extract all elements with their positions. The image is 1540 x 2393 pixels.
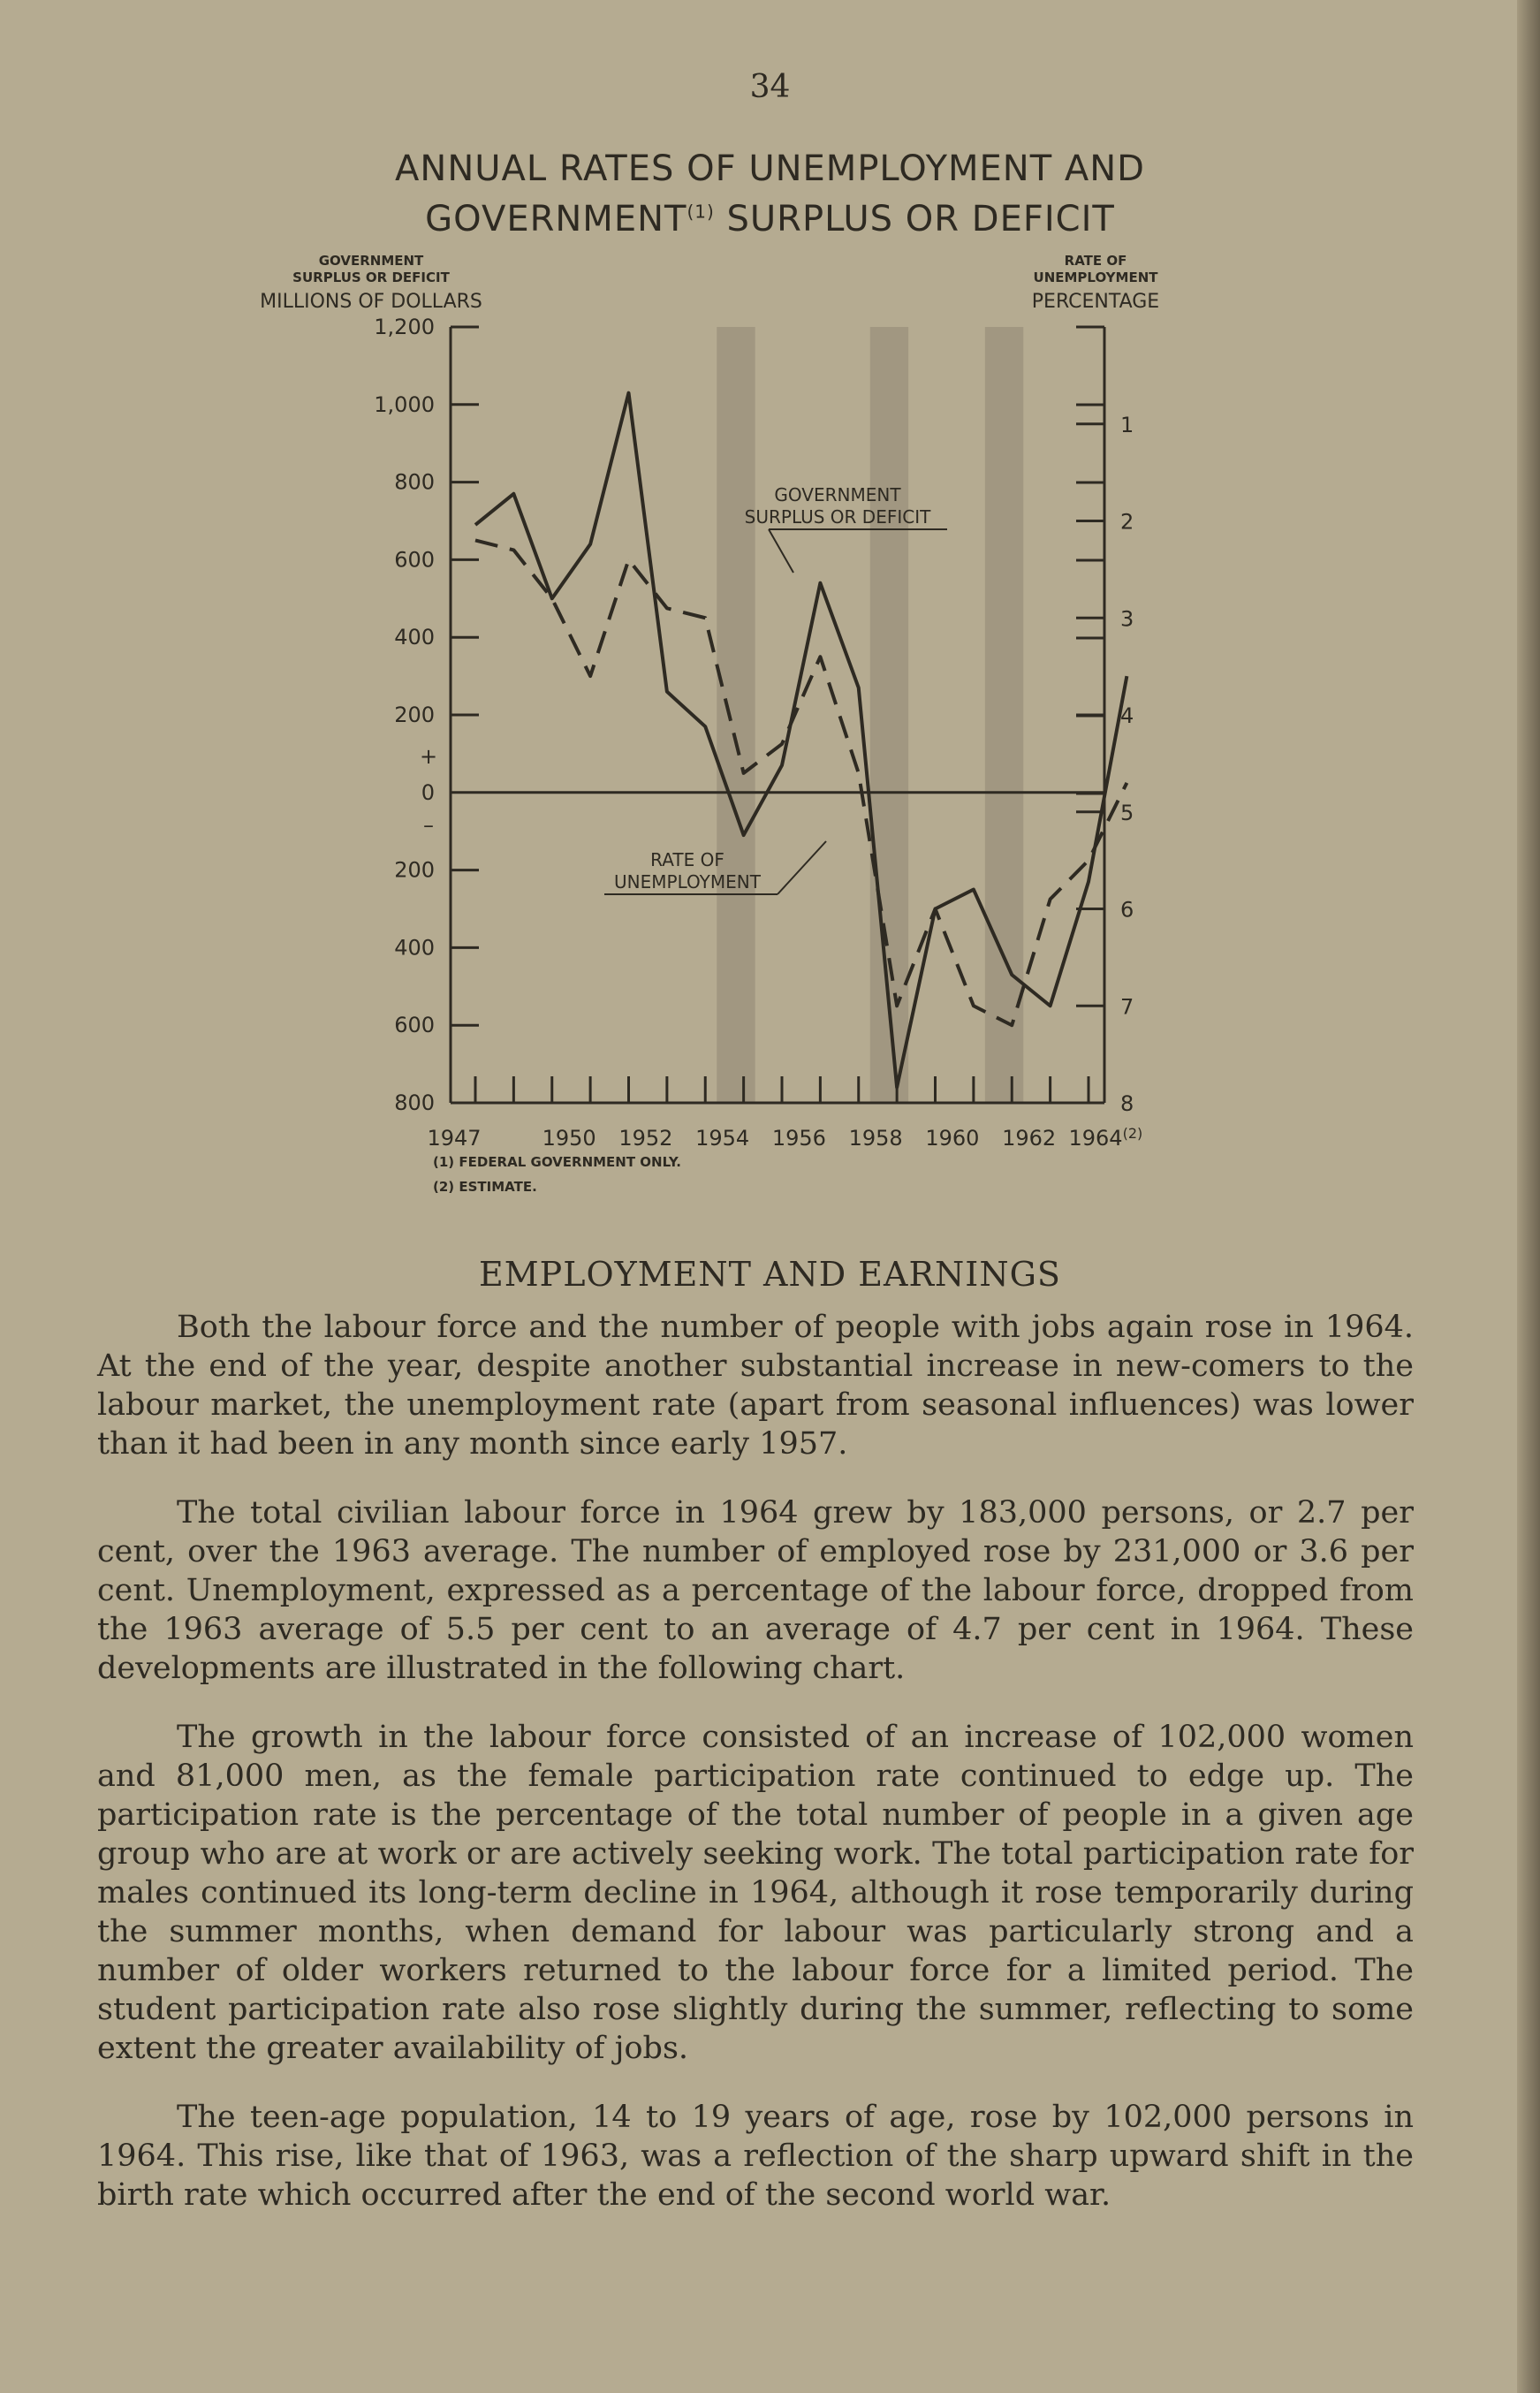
left-tick-label: 800 (394, 1090, 435, 1115)
x-tick-label: 1960 (925, 1126, 980, 1151)
left-tick-label: 400 (394, 625, 435, 650)
right-axis-units: PERCENTAGE (1031, 291, 1160, 313)
section-heading: EMPLOYMENT AND EARNINGS (479, 1255, 1061, 1294)
x-tick-label: 1964$^{(2)}$ (1068, 1125, 1143, 1151)
recession-band-3 (985, 327, 1023, 1103)
left-tick-label: 800 (394, 469, 435, 495)
paragraph-1: Both the labour force and the number of people with jobs again rose in 1964. At the end of the year, despite another substantial increase in new-comers to the labour market, the unemployment rate (apart from seasonal influences) was lower than it had been in any month since early 1957. (97, 1310, 1414, 1462)
footnote-1: (1) FEDERAL GOVERNMENT ONLY. (433, 1154, 681, 1170)
paragraph-4: The teen-age population, 14 to 19 years of age, rose by 102,000 persons in 1964. This rise, like that of 1963, was a reflection of the sharp upward shift in the birth rate which occurred after the end of the second world war. (97, 2100, 1414, 2213)
left-tick-label: 1,000 (374, 391, 435, 417)
right-axis-label-line-1: RATE OF (1064, 253, 1127, 269)
chart-title-prefix: GOVERNMENT (425, 199, 687, 239)
left-axis-label-line-1: GOVERNMENT (318, 253, 424, 269)
right-tick-label: 1 (1120, 412, 1134, 437)
annotation-government-line-1: GOVERNMENT (774, 484, 901, 505)
x-tick-label: 1962 (1002, 1126, 1057, 1151)
annotation-unemployment-line-1: RATE OF (650, 849, 724, 870)
right-tick-label: 3 (1120, 606, 1134, 632)
left-axis-label-line-2: SURPLUS OR DEFICIT (292, 270, 450, 285)
chart-title-line-1: ANNUAL RATES OF UNEMPLOYMENT AND (395, 148, 1145, 189)
x-tick-label: 1954 (695, 1126, 750, 1151)
right-tick-label: 6 (1120, 897, 1134, 923)
left-tick-label: 600 (394, 547, 435, 573)
recession-band-1 (717, 327, 755, 1103)
right-tick-label: 7 (1120, 994, 1134, 1020)
left-tick-label: 600 (394, 1013, 435, 1038)
right-tick-label: 5 (1120, 800, 1134, 825)
recession-bands (717, 327, 1023, 1103)
recession-band-2 (870, 327, 908, 1103)
left-tick-label: 1,200 (374, 315, 435, 339)
chart-title-suffix: SURPLUS OR DEFICIT (714, 199, 1115, 239)
chart-title-footnote-marker: (1) (687, 201, 715, 223)
right-tick-label: 8 (1120, 1091, 1134, 1116)
left-axis-units: MILLIONS OF DOLLARS (260, 291, 482, 313)
body-text (97, 1308, 1414, 2245)
annotation-unemployment-leader (778, 841, 826, 894)
x-tick-label: 1956 (771, 1126, 826, 1151)
unemployment-rate-line (475, 540, 1127, 1025)
annotation-government-leader (769, 529, 793, 573)
x-axis-ticks (427, 1076, 1142, 1151)
x-tick-label: 1947 (427, 1126, 482, 1151)
paragraph-3: The growth in the labour force consisted of an increase of 102,000 women and 81,000 men, as the female participation rate continued to edge up. The participation rate is the percentage of the total number of people in a given age group who are at work or are actively seeking work. The total participation rate for males continued its long-term decline in 1964, although it rose temporarily during the summer months, when demand for labour was particularly strong and a number of older workers returned to the labour force for a limited period. The student participation rate also rose slightly during the summer, reflecting to some extent the greater availability of jobs. (97, 1720, 1414, 2066)
right-tick-label: 2 (1120, 509, 1134, 535)
left-tick-label: 200 (394, 703, 435, 727)
right-axis-label-line-2: UNEMPLOYMENT (1033, 270, 1158, 285)
x-tick-footnote-marker: (2) (1122, 1125, 1143, 1142)
left-tick-label: 200 (394, 857, 435, 883)
x-tick-label: 1952 (618, 1126, 673, 1151)
annotation-government-line-2: SURPLUS OR DEFICIT (744, 506, 931, 528)
footnote-2: (2) ESTIMATE. (433, 1179, 537, 1195)
x-tick-label: 1950 (542, 1126, 596, 1151)
left-tick-label: 400 (394, 935, 435, 961)
page-number: 34 (749, 69, 791, 105)
plus-sign: + (419, 744, 438, 769)
left-tick-label: 0 (421, 779, 435, 805)
right-tick-label: 4 (1120, 703, 1134, 728)
minus-sign: – (423, 813, 434, 838)
paragraph-2: The total civilian labour force in 1964 grew by 183,000 persons, or 2.7 per cent, over the 1963 average. The number of employed rose by 231,000 or 3.6 per cent. Unemployment, expressed as a percentage of the labour force, dropped from the 1963 average of 5.5 per cent to an average of 4.7 per cent in 1964. These developments are illustrated in the following chart. (97, 1495, 1414, 1686)
annotation-unemployment-line-2: UNEMPLOYMENT (614, 871, 761, 893)
x-tick-label: 1958 (848, 1126, 903, 1151)
